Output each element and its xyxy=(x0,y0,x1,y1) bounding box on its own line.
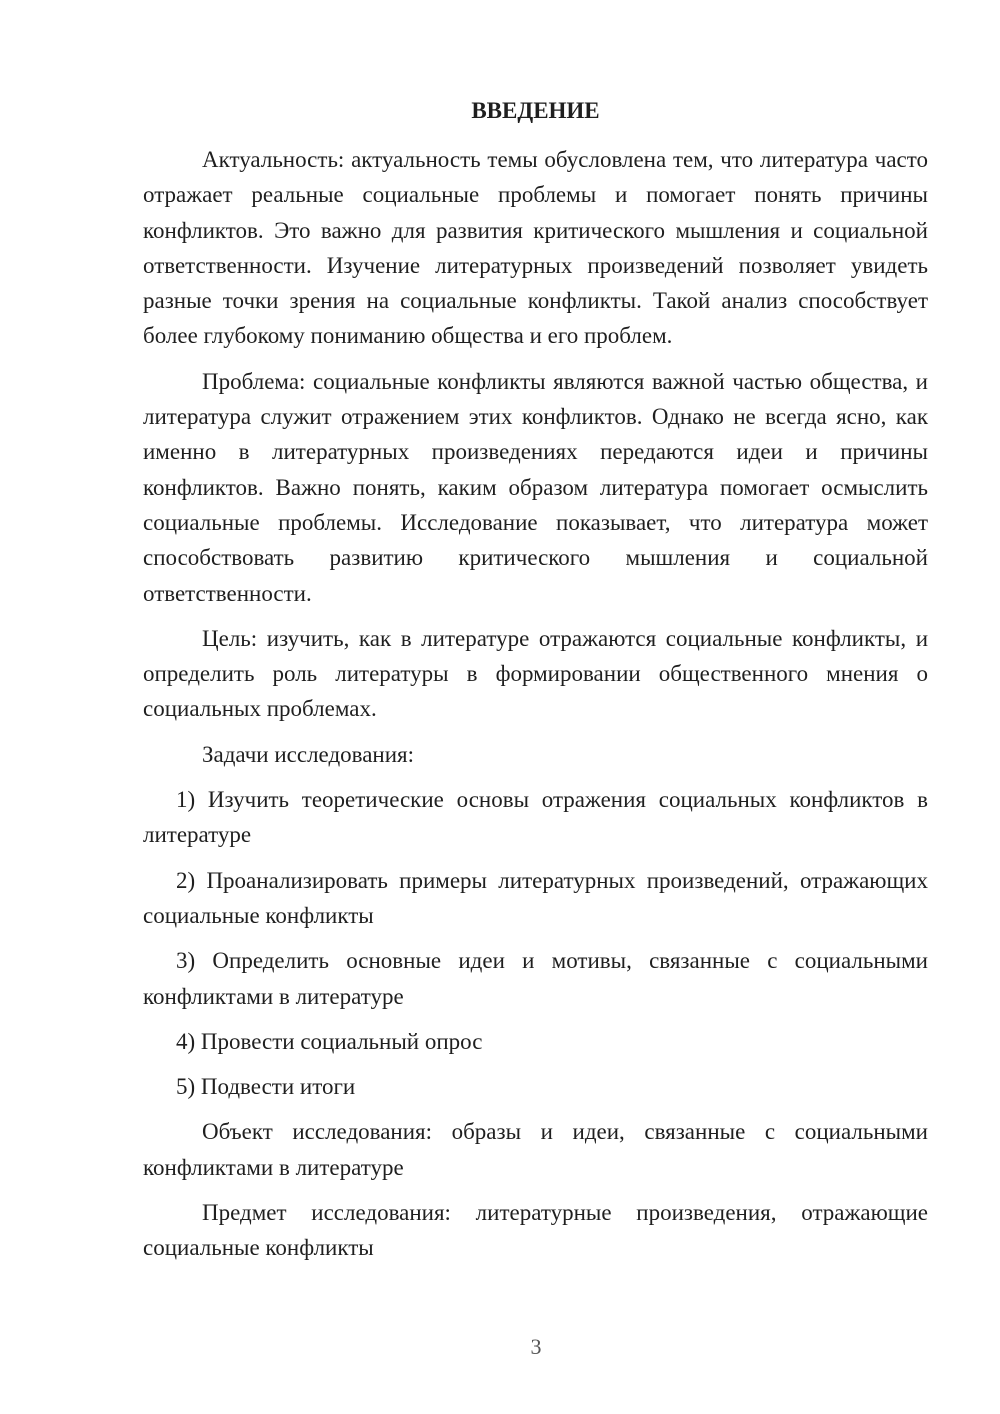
task-item-5: 5) Подвести итоги xyxy=(176,1074,356,1100)
task-item-2: 2) Проанализировать примеры литературных произведений, отражающих социальные конфликты xyxy=(143,867,928,928)
object-paragraph: Объект исследования: образы и идеи, связанные с социальными конфликтами в литературе xyxy=(143,1119,928,1180)
tasks-heading: Задачи исследования: xyxy=(202,741,415,767)
relevance-paragraph: Актуальность: актуальность темы обусловлена тем, что литература часто отражает реальные социальные проблемы и помогает понять причины конфликтов. Это важно для развития критического мышления и социальной ответственности. Изучение литературных произведений позволяет увидеть разные точки зрения на социальные конфликты. Такой анализ способствует более глубокому пониманию общества и его проблем. xyxy=(143,147,928,349)
section-heading: ВВЕДЕНИЕ xyxy=(471,98,600,123)
task-item-1: 1) Изучить теоретические основы отражения социальных конфликтов в литературе xyxy=(143,787,928,848)
goal-paragraph: Цель: изучить, как в литературе отражаются социальные конфликты, и определить роль литературы в формировании общественного мнения о социальных проблемах. xyxy=(143,625,928,722)
subject-paragraph: Предмет исследования: литературные произведения, отражающие социальные конфликты xyxy=(143,1200,928,1261)
task-item-4: 4) Провести социальный опрос xyxy=(176,1028,483,1054)
document-body xyxy=(143,142,928,1276)
page-number: 3 xyxy=(530,1334,542,1359)
task-item-3: 3) Определить основные идеи и мотивы, связанные с социальными конфликтами в литературе xyxy=(143,948,928,1009)
problem-paragraph: Проблема: социальные конфликты являются важной частью общества, и литература служит отражением этих конфликтов. Однако не всегда ясно, как именно в литературных произведениях передаются идеи и причины конфликтов. Важно понять, каким образом литература помогает осмыслить социальные проблемы. Исследование показывает, что литература может способствовать развитию критического мышления и социальной ответственности. xyxy=(143,368,928,606)
